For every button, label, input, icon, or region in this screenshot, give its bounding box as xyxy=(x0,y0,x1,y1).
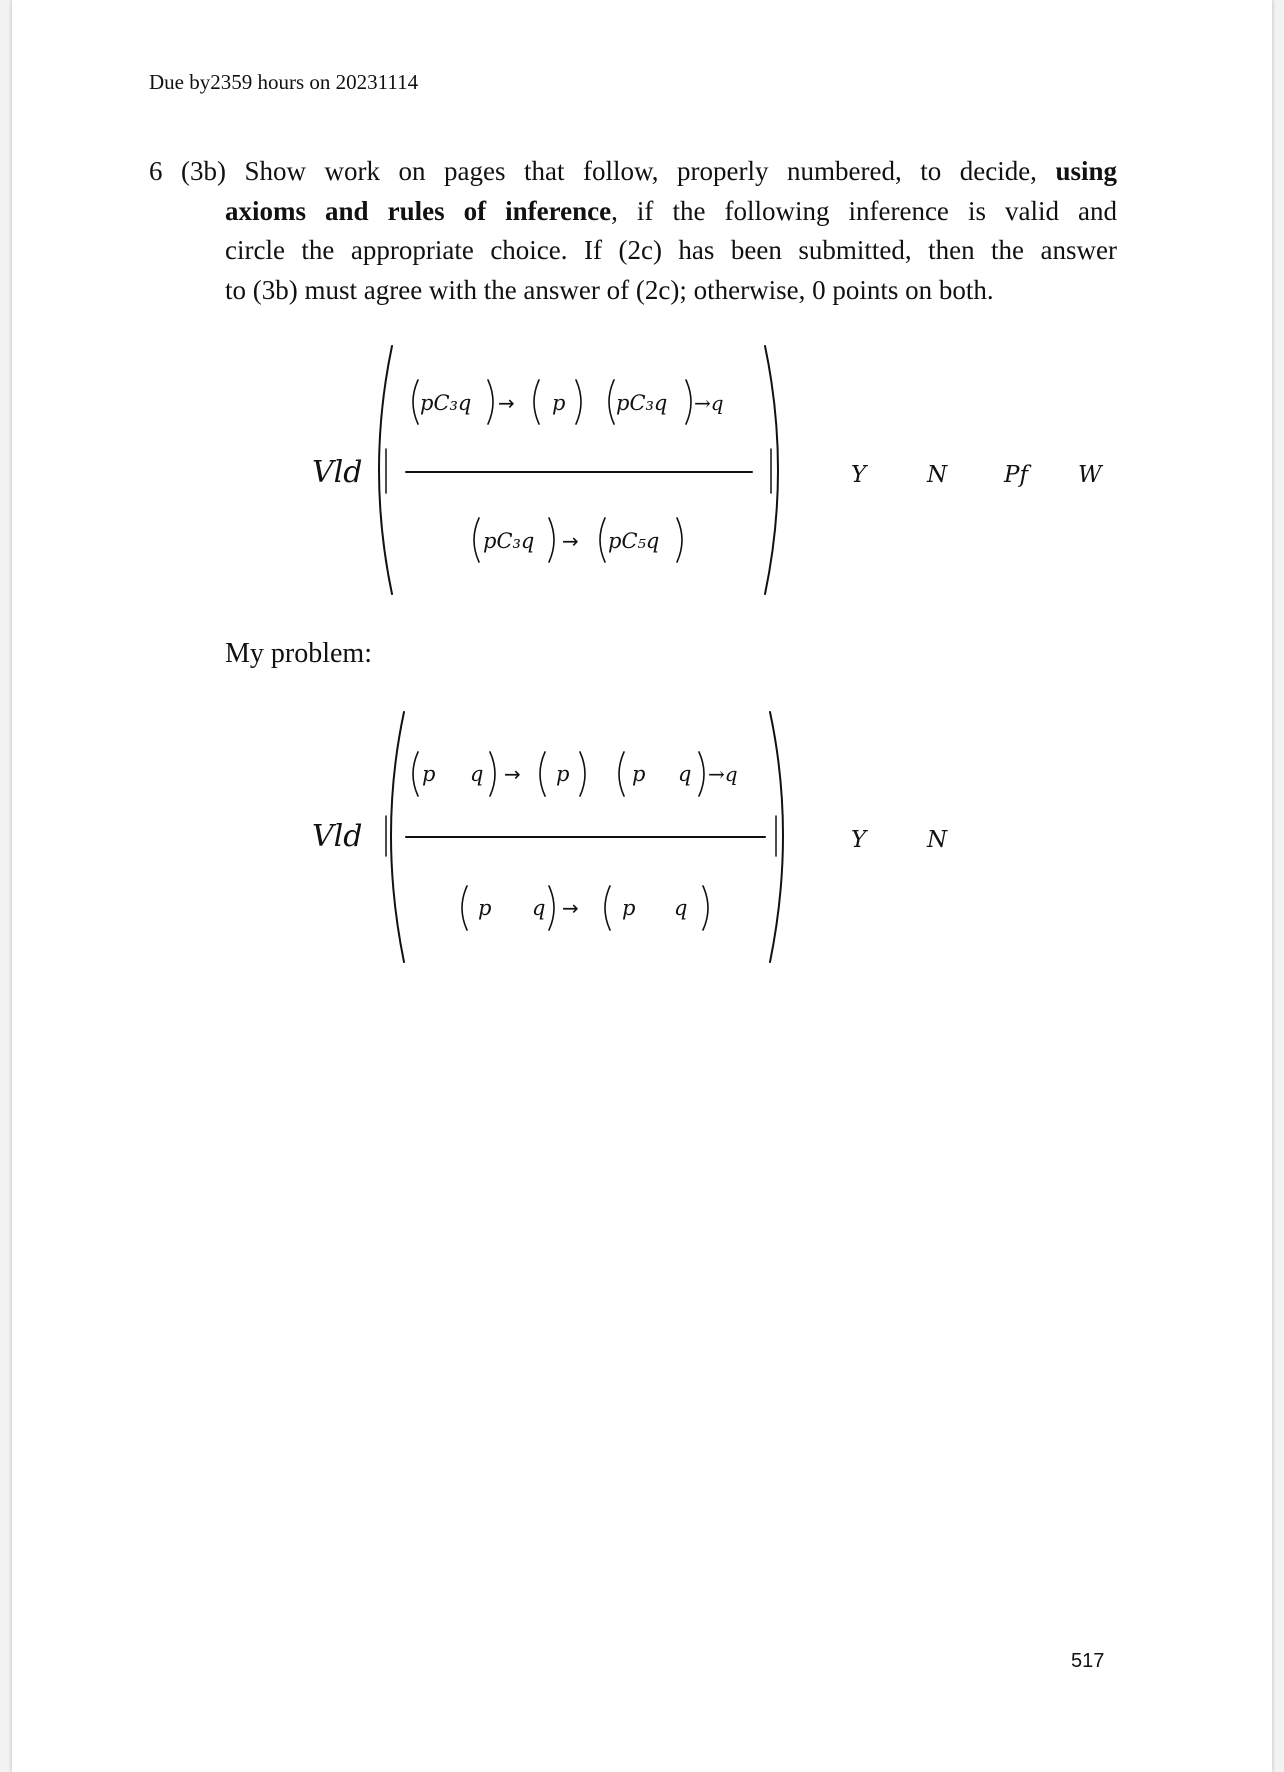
problem-line-2: axioms and rules of inference, if the following inference is valid and xyxy=(225,195,1117,226)
inference-2-p1-q: q xyxy=(470,762,484,786)
inference-1-conclusion-right: pC₅q xyxy=(608,529,660,553)
choice-n[interactable]: N xyxy=(927,462,948,488)
problem-line-1: 6 (3b) Show work on pages that follow, properly numbered, to decide, using xyxy=(149,156,1117,186)
choice-w[interactable]: W xyxy=(1078,462,1102,488)
inference-2-c-right-p: p xyxy=(622,896,636,920)
choice-pf[interactable]: Pf xyxy=(1004,462,1028,488)
due-date-header: Due by2359 hours on 20231114 xyxy=(149,70,419,94)
inference-2-p1-right-p: p xyxy=(556,762,570,786)
inference-1-conclusion-arrow: → xyxy=(562,529,579,553)
inference-2-c-left-q: q xyxy=(532,896,546,920)
inference-2-vld-label: Vld xyxy=(312,819,363,854)
my-problem-label: My problem: xyxy=(225,638,372,669)
inference-2-p1-p: p xyxy=(422,762,436,786)
choice-n-2[interactable]: N xyxy=(927,827,948,853)
inference-1-premise2-conclusion: →q xyxy=(694,391,724,415)
inference-2-c-left-p: p xyxy=(478,896,492,920)
inference-1-premise2-left: pC₃q xyxy=(616,391,668,415)
inference-1-conclusion-left: pC₃q xyxy=(483,529,535,553)
inference-1-premise1-arrow: → xyxy=(498,391,515,415)
page-number: 517 xyxy=(1071,1650,1105,1672)
inference-1-premise1-right: p xyxy=(552,391,566,415)
inference-2-p1-arrow: → xyxy=(504,762,521,786)
choice-y[interactable]: Y xyxy=(851,462,867,488)
problem-line-3: circle the appropriate choice. If (2c) has been submitted, then the answer xyxy=(225,235,1117,265)
problem-line-4: to (3b) must agree with the answer of (2c); otherwise, 0 points on both. xyxy=(225,274,994,305)
inference-2-p2-q: q xyxy=(678,762,692,786)
inference-2-c-right-q: q xyxy=(674,896,688,920)
inference-2-p2-p: p xyxy=(632,762,646,786)
inference-1-outer-brackets xyxy=(379,346,778,594)
choice-y-2[interactable]: Y xyxy=(851,827,867,853)
inference-1-vld-label: Vld xyxy=(312,455,363,490)
inference-2-p2-conclusion: →q xyxy=(708,762,738,786)
inference-2-c-arrow: → xyxy=(562,896,579,920)
inference-1-premise1-left: pC₃q xyxy=(420,391,472,415)
